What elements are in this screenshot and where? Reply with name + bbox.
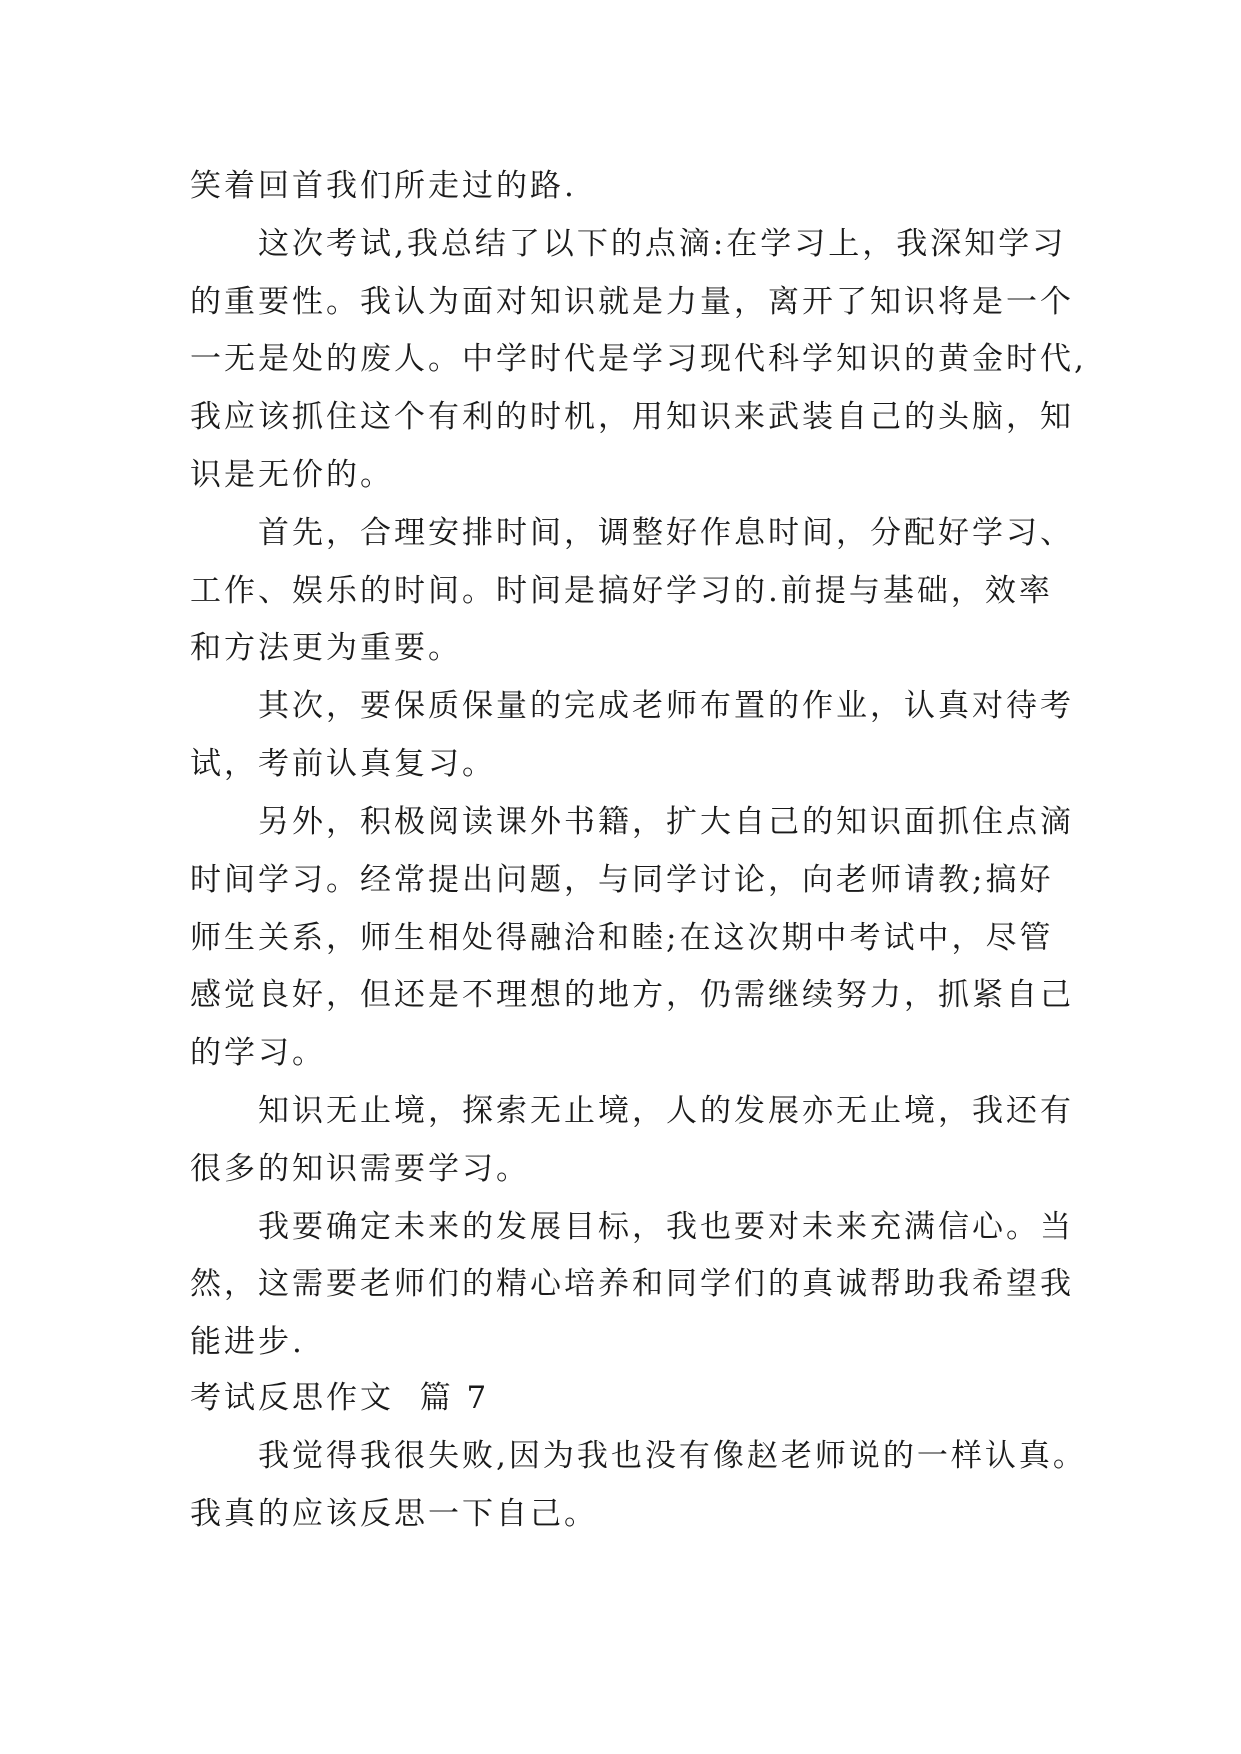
text-line: 一无是处的废人。中学时代是学习现代科学知识的黄金时代, [190, 341, 1087, 377]
text-line: 试，考前认真复习。 [190, 746, 496, 782]
paragraph-start-line: 我要确定未来的发展目标，我也要对未来充满信心。当 [258, 1209, 1074, 1245]
paragraph-start-line: 我觉得我很失败,因为我也没有像赵老师说的一样认真。 [258, 1438, 1087, 1474]
text-line: 很多的知识需要学习。 [190, 1151, 530, 1187]
text-line: 和方法更为重要。 [190, 630, 462, 666]
paragraph-start-line: 首先，合理安排时间，调整好作息时间，分配好学习、 [258, 515, 1074, 551]
text-line: 的学习。 [190, 1035, 326, 1071]
text-line: 我应该抓住这个有利的时机，用知识来武装自己的头脑，知 [190, 399, 1074, 435]
text-line: 师生关系，师生相处得融洽和睦;在这次期中考试中，尽管 [190, 920, 1054, 956]
text-line: 能进步. [190, 1324, 305, 1360]
paragraph-start-line: 另外，积极阅读课外书籍，扩大自己的知识面抓住点滴 [258, 804, 1074, 840]
text-line: 的重要性。我认为面对知识就是力量，离开了知识将是一个 [190, 284, 1074, 320]
text-line: 然，这需要老师们的精心培养和同学们的真诚帮助我希望我 [190, 1266, 1074, 1302]
text-line: 识是无价的。 [190, 457, 394, 493]
text-line: 时间学习。经常提出问题，与同学讨论，向老师请教;搞好 [190, 862, 1054, 898]
paragraph-start-line: 这次考试,我总结了以下的点滴:在学习上，我深知学习 [258, 226, 1067, 262]
paragraph-start-line: 其次，要保质保量的完成老师布置的作业，认真对待考 [258, 688, 1074, 724]
text-line: 笑着回首我们所走过的路. [190, 168, 577, 204]
paragraph-start-line: 知识无止境，探索无止境，人的发展亦无止境，我还有 [258, 1093, 1074, 1129]
section-heading: 考试反思作文 篇 7 [190, 1380, 490, 1416]
text-line: 感觉良好，但还是不理想的地方，仍需继续努力，抓紧自己 [190, 977, 1074, 1013]
text-line: 工作、娱乐的时间。时间是搞好学习的.前提与基础，效率 [190, 573, 1053, 609]
text-line: 我真的应该反思一下自己。 [190, 1496, 598, 1532]
